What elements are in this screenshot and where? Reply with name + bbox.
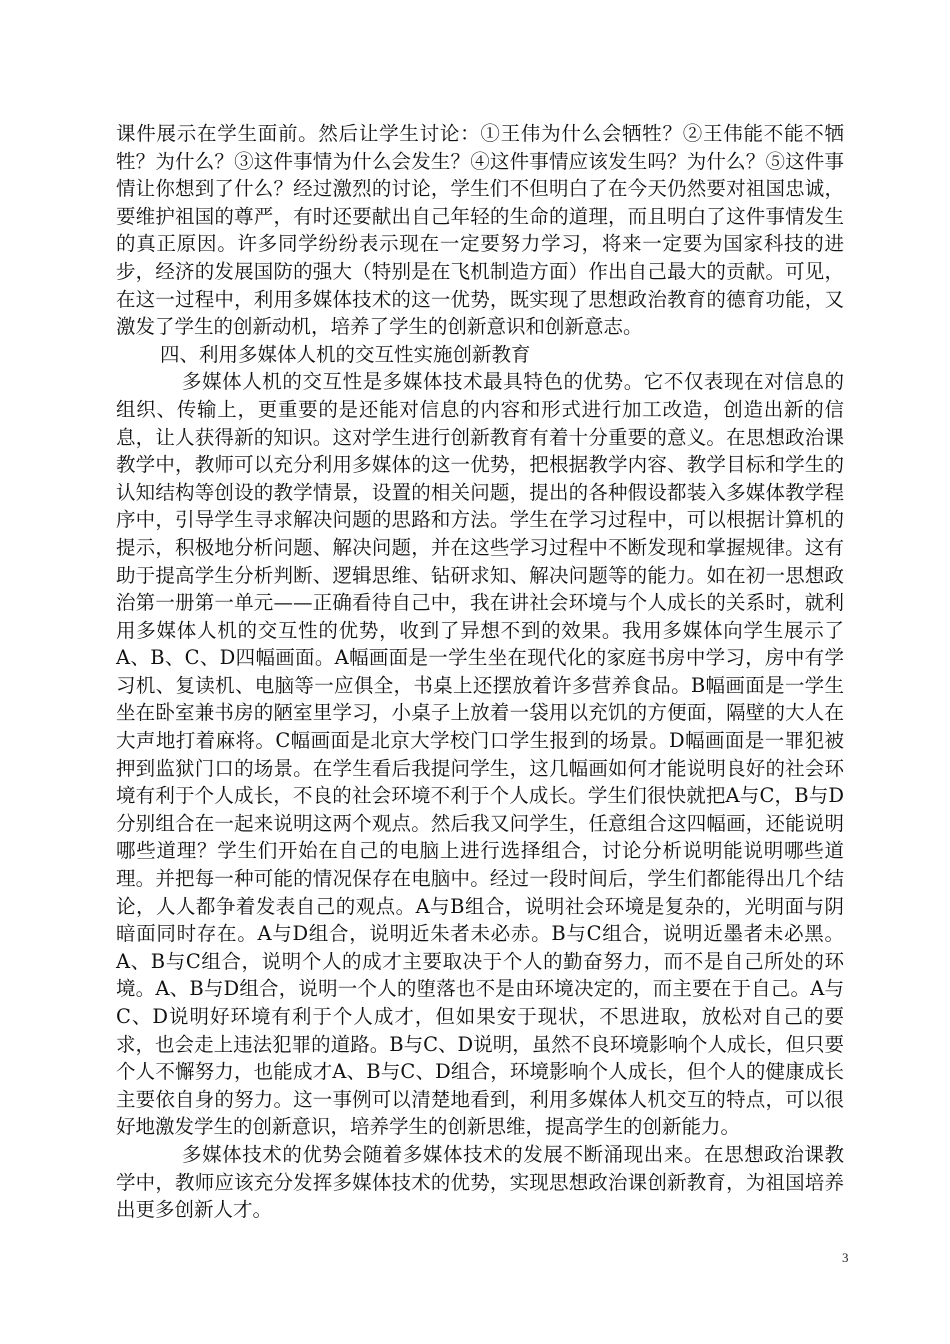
document-body xyxy=(116,120,844,1224)
paragraph-interactivity: 多媒体人机的交互性是多媒体技术最具特色的优势。它不仅表现在对信息的组织、传输上，更重要的是还能对信息的内容和形式进行加工改造，创造出新的信息，让人获得新的知识。这对学生进行创新教育有着十分重要的意义。在思想政治课教学中，教师可以充分利用多媒体的这一优势，把根据教学内容、教学目标和学生的认知结构等创设的教学情景，设置的相关问题，提出的各种假设都装入多媒体教学程序中，引导学生寻求解决问题的思路和方法。学生在学习过程中，可以根据计算机的提示，积极地分析问题、解决问题，并在这些学习过程中不断发现和掌握规律。这有助于提高学生分析判断、逻辑思维、钻研求知、解决问题等的能力。如在初一思想政治第一册第一单元——正确看待自己中，我在讲社会环境与个人成长的关系时，就利用多媒体人机的交互性的优势，收到了异想不到的效果。我用多媒体向学生展示了A、B、C、D四幅画面。A幅画面是一学生坐在现代化的家庭书房中学习，房中有学习机、复读机、电脑等一应俱全，书桌上还摆放着许多营养食品。B幅画面是一学生坐在卧室兼书房的陋室里学习，小桌子上放着一袋用以充饥的方便面，隔壁的大人在大声地打着麻将。C幅画面是北京大学校门口学生报到的场景。D幅画面是一罪犯被押到监狱门口的场景。在学生看后我提问学生，这几幅画如何才能说明良好的社会环境有利于个人成长，不良的社会环境不利于个人成长。学生们很快就把A与C，B与D分别组合在一起来说明这两个观点。然后我又问学生，任意组合这四幅画，还能说明哪些道理？学生们开始在自己的电脑上进行选择组合，讨论分析说明能说明哪些道理。并把每一种可能的情况保存在电脑中。经过一段时间后，学生们都能得出几个结论，人人都争着发表自己的观点。A与B组合，说明社会环境是复杂的，光明面与阴暗面同时存在。A与D组合，说明近朱者未必赤。B与C组合，说明近墨者未必黑。A、B与C组合，说明个人的成才主要取决于个人的勤奋努力，而不是自己所处的环境。A、B与D组合，说明一个人的堕落也不是由环境决定的，而主要在于自己。A与C、D说明好环境有利于个人成才，但如果安于现状，不思进取，放松对自己的要求，也会走上违法犯罪的道路。B与C、D说明，虽然不良环境影响个人成长，但只要个人不懈努力，也能成才A、B与C、D组合，环境影响个人成长，但个人的健康成长主要依自身的努力。这一事例可以清楚地看到，利用多媒体人机交互的特点，可以很好地激发学生的创新意识，培养学生的创新思维，提高学生的创新能力。 xyxy=(116,370,844,1139)
paragraph-continued: 课件展示在学生面前。然后让学生讨论：①王伟为什么会牺牲？②王伟能不能不牺牲？为什么？③这件事情为什么会发生？④这件事情应该发生吗？为什么？⑤这件事情让你想到了什么？经过激烈的讨论，学生们不但明白了在今天仍然要对祖国忠诚，要维护祖国的尊严，有时还要献出自己年轻的生命的道理，而且明白了这件事情发生的真正原因。许多同学纷纷表示现在一定要努力学习，将来一定要为国家科技的进步，经济的发展国防的强大（特别是在飞机制造方面）作出自己最大的贡献。可见，在这一过程中，利用多媒体技术的这一优势，既实现了思想政治教育的德育功能，又激发了学生的创新动机，培养了学生的创新意识和创新意志。 xyxy=(116,122,844,339)
section-heading-4: 四、利用多媒体人机的交互性实施创新教育 xyxy=(160,342,531,366)
page-number: 3 xyxy=(842,1250,849,1265)
paragraph-conclusion: 多媒体技术的优势会随着多媒体技术的发展不断涌现出来。在思想政治课教学中，教师应该充分发挥多媒体技术的优势，实现思想政治课创新教育，为祖国培养出更多创新人才。 xyxy=(116,1142,844,1222)
